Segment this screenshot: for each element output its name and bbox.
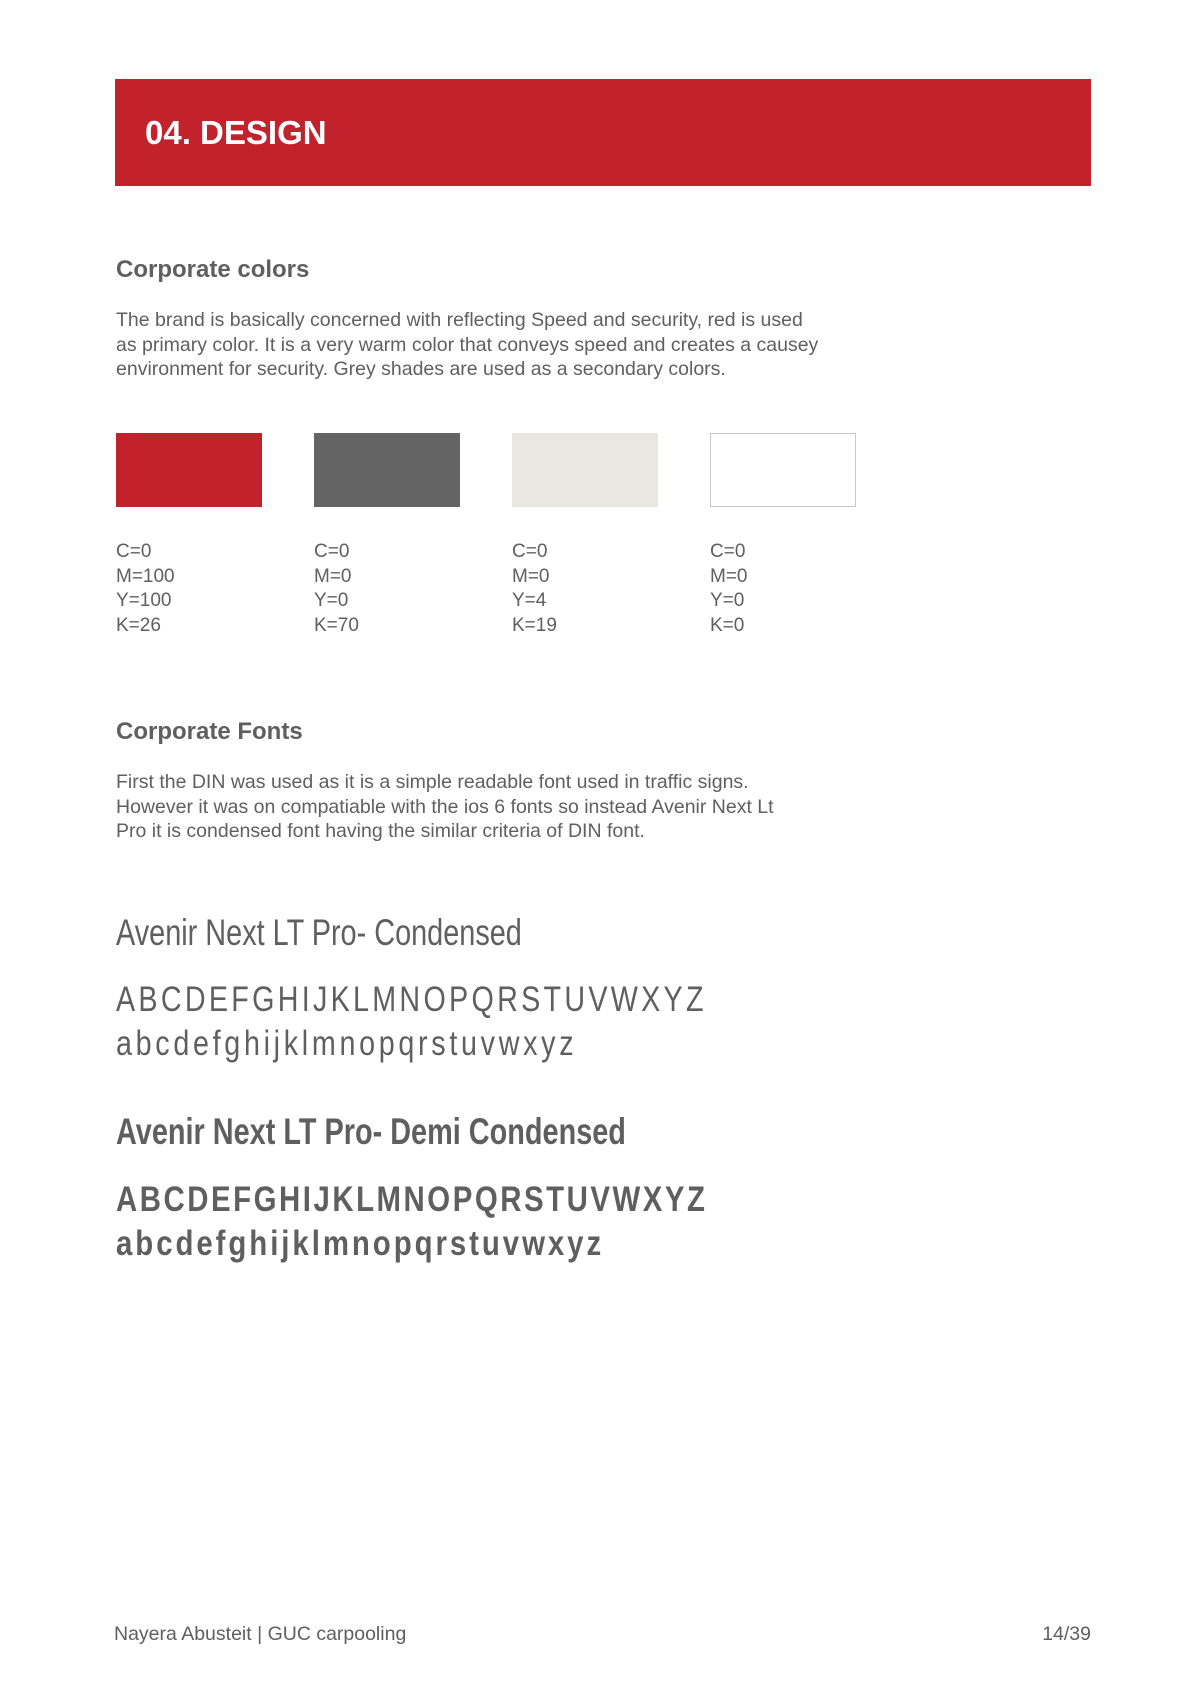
color-swatch-row	[116, 433, 916, 643]
cmyk-values	[116, 540, 262, 638]
cmyk-c: C=0	[116, 541, 152, 562]
cmyk-c: C=0	[710, 541, 746, 562]
cmyk-c: C=0	[314, 541, 350, 562]
cmyk-y: Y=100	[116, 590, 172, 611]
footer-author: Nayera Abusteit | GUC carpooling	[114, 1623, 407, 1645]
cmyk-y: Y=4	[512, 590, 547, 611]
swatch-primary-red	[116, 433, 262, 638]
font-sample-demi-lowercase: abcdefghijklmnopqrstuvwxyz	[116, 1224, 605, 1263]
cmyk-m: M=0	[512, 565, 550, 587]
corporate-colors-paragraph	[116, 308, 876, 382]
corporate-colors-heading: Corporate colors	[116, 256, 310, 283]
cmyk-values	[512, 540, 658, 638]
swatch-white	[710, 433, 856, 638]
cmyk-m: M=0	[314, 565, 352, 587]
paragraph-line: The brand is basically concerned with reflecting Speed and security, red is used	[116, 309, 803, 331]
section-title: 04. DESIGN	[145, 114, 327, 151]
color-swatch	[314, 433, 460, 507]
paragraph-line: environment for security. Grey shades are used as a secondary colors.	[116, 358, 726, 380]
cmyk-values	[710, 540, 856, 638]
page-number: 14/39	[1042, 1623, 1091, 1645]
cmyk-m: M=100	[116, 565, 175, 587]
font-sample-condensed-lowercase: abcdefghijklmnopqrstuvwxyz	[116, 1024, 578, 1063]
cmyk-c: C=0	[512, 541, 548, 562]
color-swatch	[710, 433, 856, 507]
font-sample-condensed-name: Avenir Next LT Pro- Condensed	[116, 912, 522, 953]
corporate-fonts-paragraph	[116, 770, 876, 844]
swatch-dark-grey	[314, 433, 460, 638]
cmyk-k: K=19	[512, 614, 557, 636]
corporate-fonts-heading: Corporate Fonts	[116, 718, 303, 745]
cmyk-k: K=26	[116, 614, 161, 636]
cmyk-y: Y=0	[314, 590, 349, 611]
cmyk-y: Y=0	[710, 590, 745, 611]
paragraph-line: Pro it is condensed font having the similar criteria of DIN font.	[116, 820, 645, 842]
paragraph-line: First the DIN was used as it is a simple readable font used in traffic signs.	[116, 771, 749, 793]
font-sample-demi-name: Avenir Next LT Pro- Demi Condensed	[116, 1111, 626, 1152]
cmyk-values	[314, 540, 460, 638]
paragraph-line: as primary color. It is a very warm color that conveys speed and creates a causey	[116, 333, 819, 356]
cmyk-k: K=0	[710, 614, 745, 636]
color-swatch	[512, 433, 658, 507]
paragraph-line: However it was on compatiable with the ios 6 fonts so instead Avenir Next Lt	[116, 795, 774, 818]
font-sample-demi-uppercase: ABCDEFGHIJKLMNOPQRSTUVWXYZ	[116, 1180, 708, 1219]
swatch-light-grey	[512, 433, 658, 638]
cmyk-m: M=0	[710, 565, 748, 587]
color-swatch	[116, 433, 262, 507]
cmyk-k: K=70	[314, 614, 359, 636]
font-sample-condensed-uppercase: ABCDEFGHIJKLMNOPQRSTUVWXYZ	[116, 980, 707, 1019]
section-header-band	[115, 79, 1091, 186]
